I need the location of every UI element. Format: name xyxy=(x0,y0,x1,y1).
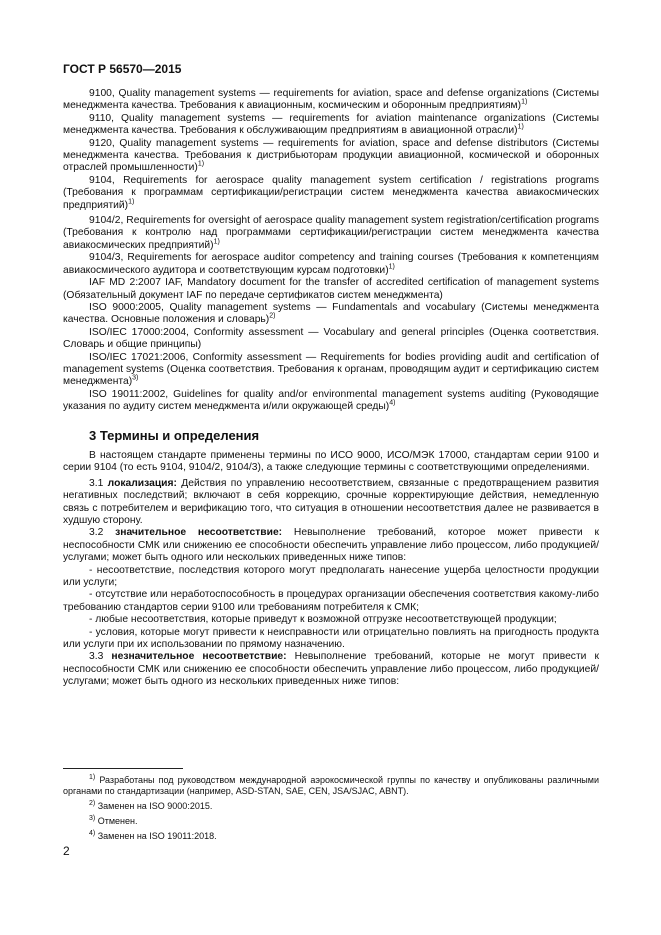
section-intro: В настоящем стандарте применены термины по ИСО 9000, ИСО/МЭК 17000, стандартам серии 9100 и серии 9104 (то есть 9104, 9104/2, 9104/3), а также следующие термины с соответствующими определениями. xyxy=(63,449,599,474)
footnote: $^{1)}$ Разработаны под руководством международной аэрокосмической группы по качеству и опубликованы различными органами по стандартизации (например, ASD-STAN, SAE, CEN, JSA/SJAC, ABNT). xyxy=(63,774,599,796)
reference-item: ISO 19011:2002, Guidelines for quality and/or environmental management systems auditing (Руководящие указания по аудиту систем менеджмента и/или окружающей среды)$^{4)}$ xyxy=(63,388,599,413)
footnotes xyxy=(63,768,599,846)
term-3-1: 3.1 локализация: Действия по управлению несоответствием, связанные с предотвращением развития негативных последствий; включают в себя коррекцию, срочные корректирующие действия, немедленную связь с потребителем и верификацию того, что ситуация в отношении несоответствия далее не развивается в худшую сторону. xyxy=(63,477,599,526)
reference-item: IAF MD 2:2007 IAF, Mandatory document for the transfer of accredited certification of management systems (Обязательный документ IAF по передаче сертификатов систем менеджмента) xyxy=(63,277,599,301)
reference-item: 9100, Quality management systems — requirements for aviation, space and defense organizations (Системы менеджмента качества. Требования к авиационным, космическим и оборонным предприятиям)$^{1)}$ xyxy=(63,88,599,112)
footnote-divider xyxy=(63,768,183,769)
list-item: - отсутствие или неработоспособность в процедурах организации обеспечения соответствия какому-либо требованию стандартов серии 9100 или требованиям потребителя к СМК; xyxy=(63,589,599,613)
reference-item: 9110, Quality management systems — requirements for aviation maintenance organizations (Системы менеджмента качества. Требования к обслуживающим предприятиям в авиационной отрасли)$^{1)}$ xyxy=(63,112,599,137)
list-item: - несоответствие, последствия которого могут предполагать нанесение ущерба целостности продукции или услуги; xyxy=(63,564,599,589)
reference-item: 9104/3, Requirements for aerospace auditor competency and training courses (Требования к компетенциям авиакосмического аудитора и соответствующим курсам подготовки)$^{1)}$ xyxy=(63,252,599,276)
standard-id: ГОСТ Р 56570—2015 xyxy=(63,62,182,76)
reference-item: 9104/2, Requirements for oversight of aerospace quality management system registration/certification programs (Требования к контролю над программами сертификации/регистрации систем менеджмента качества авиакосмических предприятий)$^{1)}$ xyxy=(63,215,599,251)
footnote: $^{3)}$ Отменен. xyxy=(89,815,138,826)
list-item: - условия, которые могут привести к неисправности или отрицательно повлиять на пригодность продукта или услуги при их использовании по прямому назначению. xyxy=(63,626,599,651)
term-3-3: 3.3 незначительное несоответствие: Невыполнение требований, которые не могут привести к неспособности СМК или снижению ее способности обеспечить управление либо процессом, либо продукцией/услугами; может быть одного из нескольких приведенных ниже типов: xyxy=(63,651,599,688)
reference-item: 9120, Quality management systems — requirements for aviation, space and defense distributors (Системы менеджмента качества. Требования к дистрибьюторам продукции авиационной, космической и оборонных отраслей промышленности)$^{1)}$ xyxy=(63,137,599,174)
reference-item: ISO 9000:2005, Quality management systems — Fundamentals and vocabulary (Системы менеджмента качества. Основные положения и словарь)$^{2)}$ xyxy=(63,301,599,326)
footnote: $^{2)}$ Заменен на ISO 9000:2015. xyxy=(89,800,213,811)
page-number: 2 xyxy=(63,844,70,858)
reference-item: ISO/IEC 17000:2004, Conformity assessment — Vocabulary and general principles (Оценка соответствия. Словарь и общие принципы) xyxy=(63,326,599,351)
term-3-2: 3.2 значительное несоответствие: Невыполнение требований, которое может привести к неспособности СМК или снижению ее способности обеспечить управление либо процессом, либо продукцией/услугами; может быть одного или нескольких приведенных ниже типов: xyxy=(63,527,599,564)
reference-item: ISO/IEC 17021:2006, Conformity assessment — Requirements for bodies providing audit and certification of management systems (Оценка соответствия. Требования к органам, проводящим аудит и сертификацию систем менеджмента)$^{3)}$ xyxy=(63,351,599,388)
section-heading: 3 Термины и определения xyxy=(89,427,260,443)
list-item: - любые несоответствия, которые приведут к возможной отгрузке несоответствующей продукции; xyxy=(89,614,557,626)
reference-item: 9104, Requirements for aerospace quality management system certification / registrations programs (Требования к программам сертификации/регистрации систем менеджмента качества авиакосмических предприятий)$^{1)}$ xyxy=(63,174,599,211)
footnote: $^{4)}$ Заменен на ISO 19011:2018. xyxy=(89,830,217,841)
document-body xyxy=(63,88,599,689)
